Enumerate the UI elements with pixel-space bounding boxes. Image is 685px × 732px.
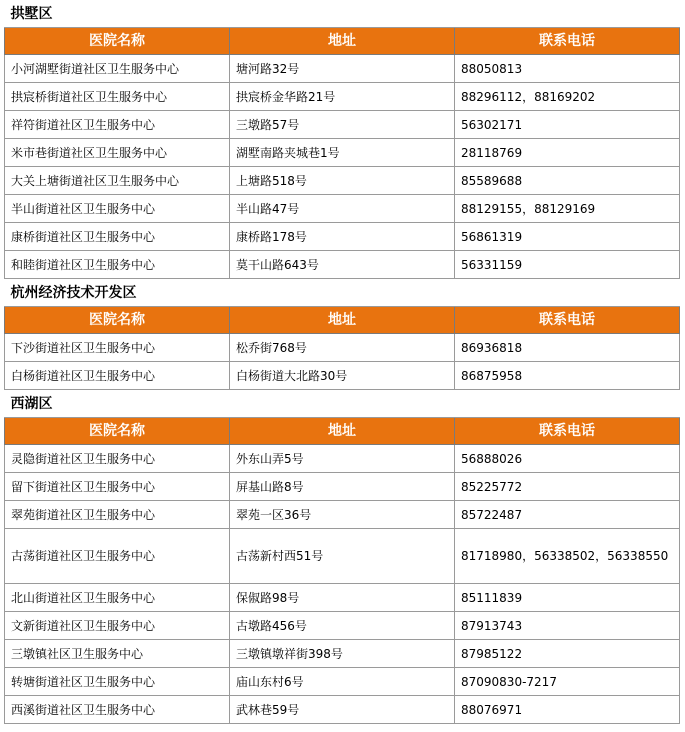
hospital-address: 保俶路98号: [230, 584, 455, 612]
header-phone: 联系电话: [455, 307, 680, 334]
hospital-phone: 88296112，88169202: [455, 83, 680, 111]
hospital-name: 三墩镇社区卫生服务中心: [5, 640, 230, 668]
hospital-address: 湖墅南路夹城巷1号: [230, 139, 455, 167]
hospital-phone: 88050813: [455, 55, 680, 83]
hospital-directory: [4, 0, 680, 724]
table-row: [5, 445, 680, 473]
hospital-name: 西溪街道社区卫生服务中心: [5, 696, 230, 724]
hospital-name: 留下街道社区卫生服务中心: [5, 473, 230, 501]
hospital-name: 翠苑街道社区卫生服务中心: [5, 501, 230, 529]
hospital-address: 屏基山路8号: [230, 473, 455, 501]
hospital-phone: 56888026: [455, 445, 680, 473]
hospital-name: 和睦街道社区卫生服务中心: [5, 251, 230, 279]
hospital-address: 半山路47号: [230, 195, 455, 223]
table-row: [5, 696, 680, 724]
table-row: [5, 223, 680, 251]
hospital-name: 转塘街道社区卫生服务中心: [5, 668, 230, 696]
hospital-phone: 88129155，88129169: [455, 195, 680, 223]
hospital-address: 康桥路178号: [230, 223, 455, 251]
header-address: 地址: [230, 307, 455, 334]
table-row: [5, 529, 680, 584]
hospital-phone: 81718980，56338502，56338550: [455, 529, 680, 584]
district-title: 拱墅区: [5, 0, 680, 28]
table-row: [5, 612, 680, 640]
table-row: [5, 167, 680, 195]
hospital-name: 祥符街道社区卫生服务中心: [5, 111, 230, 139]
hospital-phone: 85225772: [455, 473, 680, 501]
table-row: [5, 55, 680, 83]
table-row: [5, 251, 680, 279]
hospital-address: 庙山东村6号: [230, 668, 455, 696]
district-title: 西湖区: [5, 390, 680, 418]
hospital-name: 大关上塘街道社区卫生服务中心: [5, 167, 230, 195]
table-row: [5, 111, 680, 139]
hospital-address: 古墩路456号: [230, 612, 455, 640]
table-row: [5, 139, 680, 167]
district-heading: [5, 0, 680, 28]
hospital-address: 上塘路518号: [230, 167, 455, 195]
hospital-name: 半山街道社区卫生服务中心: [5, 195, 230, 223]
hospital-address: 松乔街768号: [230, 334, 455, 362]
table-row: [5, 362, 680, 390]
district-heading: [5, 390, 680, 418]
table-header-row: [5, 418, 680, 445]
table-row: [5, 473, 680, 501]
header-address: 地址: [230, 418, 455, 445]
hospital-table: [4, 0, 680, 724]
hospital-phone: 85589688: [455, 167, 680, 195]
hospital-name: 米市巷街道社区卫生服务中心: [5, 139, 230, 167]
hospital-name: 文新街道社区卫生服务中心: [5, 612, 230, 640]
hospital-phone: 86875958: [455, 362, 680, 390]
hospital-phone: 87913743: [455, 612, 680, 640]
hospital-name: 古荡街道社区卫生服务中心: [5, 529, 230, 584]
hospital-address: 白杨街道大北路30号: [230, 362, 455, 390]
hospital-address: 三墩路57号: [230, 111, 455, 139]
hospital-phone: 85722487: [455, 501, 680, 529]
district-heading: [5, 279, 680, 307]
table-row: [5, 334, 680, 362]
hospital-phone: 28118769: [455, 139, 680, 167]
hospital-name: 康桥街道社区卫生服务中心: [5, 223, 230, 251]
header-name: 医院名称: [5, 307, 230, 334]
hospital-phone: 56331159: [455, 251, 680, 279]
hospital-address: 翠苑一区36号: [230, 501, 455, 529]
hospital-phone: 86936818: [455, 334, 680, 362]
hospital-phone: 87985122: [455, 640, 680, 668]
hospital-phone: 56302171: [455, 111, 680, 139]
hospital-address: 古荡新村西51号: [230, 529, 455, 584]
table-row: [5, 668, 680, 696]
table-row: [5, 195, 680, 223]
table-header-row: [5, 307, 680, 334]
table-header-row: [5, 28, 680, 55]
hospital-phone: 88076971: [455, 696, 680, 724]
table-row: [5, 640, 680, 668]
table-row: [5, 83, 680, 111]
hospital-name: 小河湖墅街道社区卫生服务中心: [5, 55, 230, 83]
hospital-name: 拱宸桥街道社区卫生服务中心: [5, 83, 230, 111]
hospital-name: 下沙街道社区卫生服务中心: [5, 334, 230, 362]
hospital-phone: 87090830-7217: [455, 668, 680, 696]
hospital-phone: 56861319: [455, 223, 680, 251]
header-name: 医院名称: [5, 28, 230, 55]
hospital-address: 外东山弄5号: [230, 445, 455, 473]
table-row: [5, 584, 680, 612]
hospital-address: 拱宸桥金华路21号: [230, 83, 455, 111]
table-row: [5, 501, 680, 529]
hospital-address: 塘河路32号: [230, 55, 455, 83]
hospital-name: 白杨街道社区卫生服务中心: [5, 362, 230, 390]
hospital-address: 武林巷59号: [230, 696, 455, 724]
header-address: 地址: [230, 28, 455, 55]
hospital-address: 三墩镇墩祥街398号: [230, 640, 455, 668]
hospital-phone: 85111839: [455, 584, 680, 612]
hospital-address: 莫干山路643号: [230, 251, 455, 279]
hospital-name: 灵隐街道社区卫生服务中心: [5, 445, 230, 473]
header-phone: 联系电话: [455, 28, 680, 55]
district-title: 杭州经济技术开发区: [5, 279, 680, 307]
header-name: 医院名称: [5, 418, 230, 445]
hospital-name: 北山街道社区卫生服务中心: [5, 584, 230, 612]
header-phone: 联系电话: [455, 418, 680, 445]
